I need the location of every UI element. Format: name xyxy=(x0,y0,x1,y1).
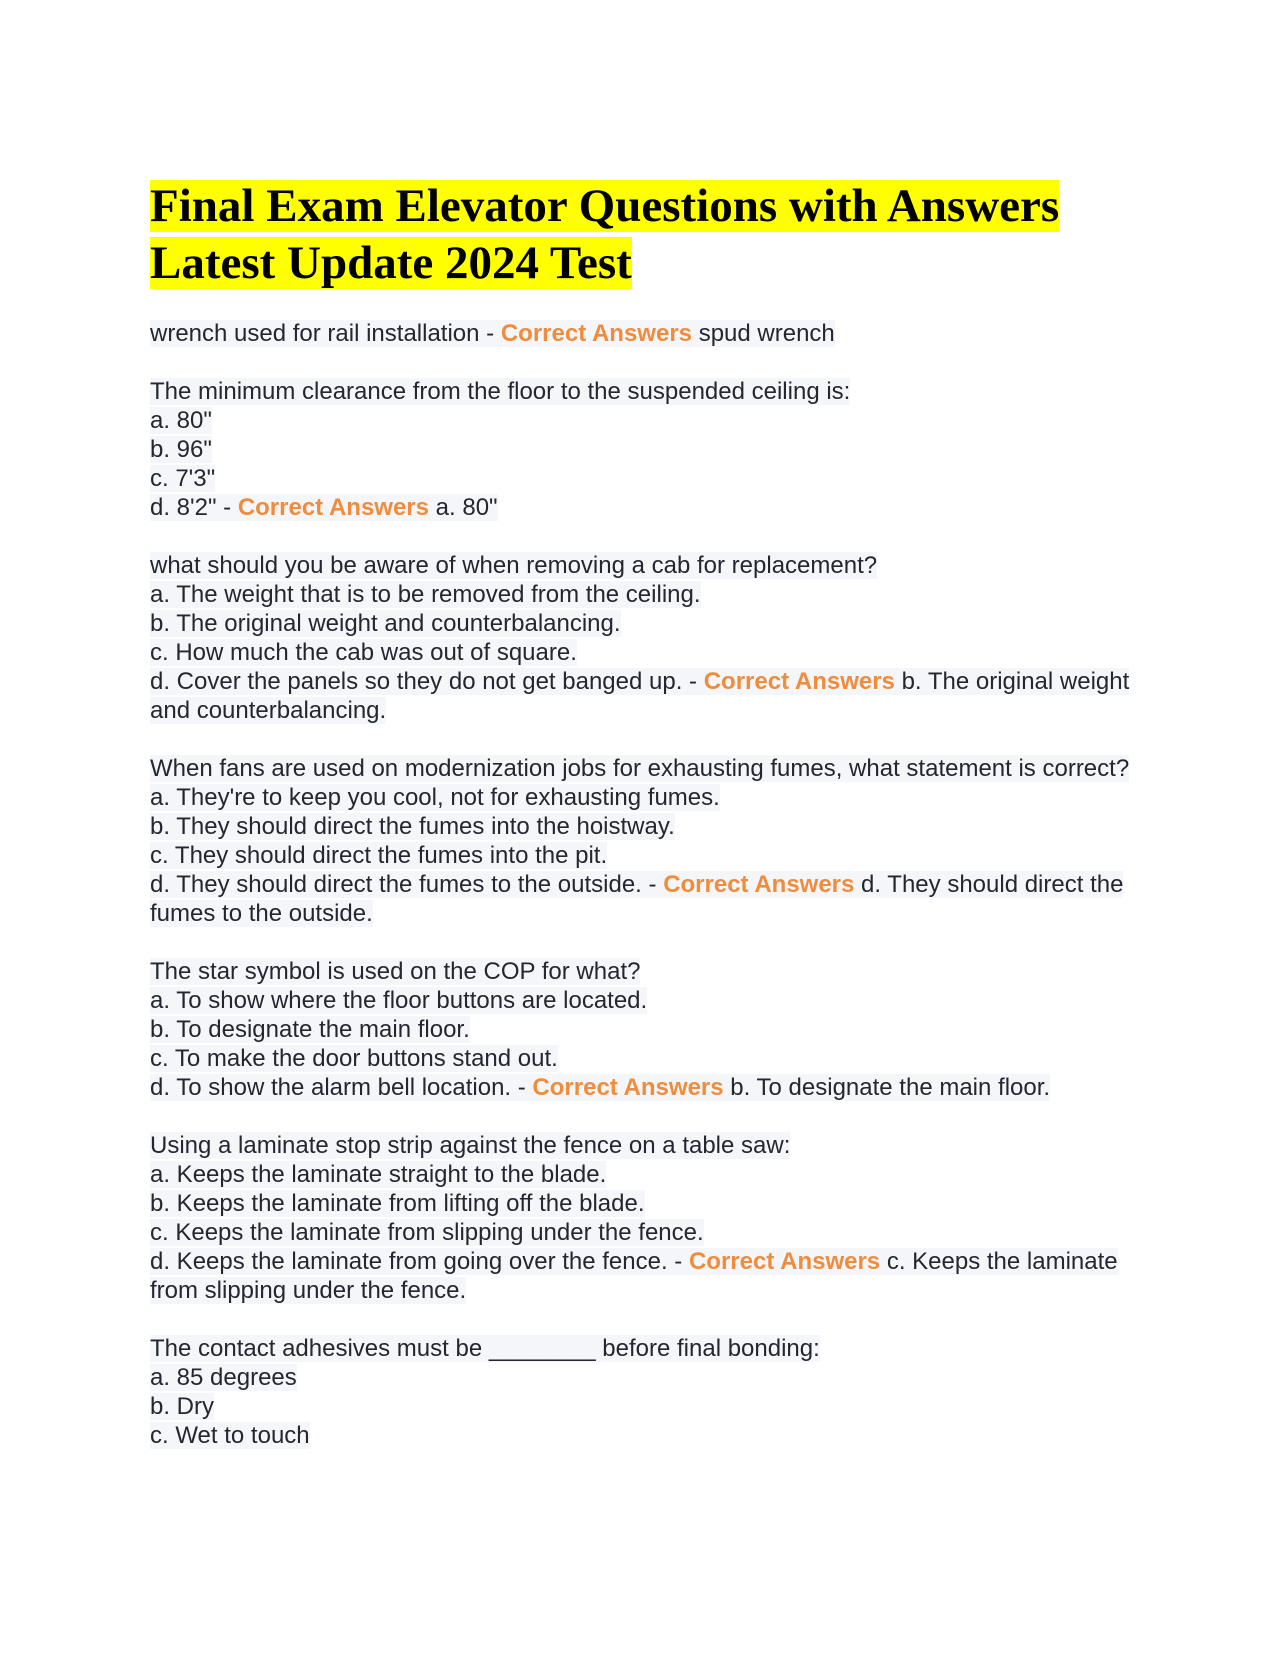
last-option-text: d. They should direct the fumes to the outside. - xyxy=(150,871,664,898)
spacer xyxy=(692,320,699,347)
answer-option xyxy=(150,1160,1140,1189)
line-text: b. Keeps the laminate from lifting off the blade. xyxy=(150,1190,645,1217)
spacer xyxy=(880,1248,887,1275)
answer-option xyxy=(150,609,1140,638)
correct-answer-text: d. They should direct the fumes to the outside. xyxy=(150,871,1124,927)
question-block xyxy=(150,377,1140,522)
question-block xyxy=(150,319,1140,348)
line-text: b. They should direct the fumes into the hoistway. xyxy=(150,813,675,840)
answer-option xyxy=(150,783,1140,812)
correct-answers-label: Correct Answers xyxy=(500,320,693,347)
line-text: a. They're to keep you cool, not for exhausting fumes. xyxy=(150,784,720,811)
answer-option xyxy=(150,841,1140,870)
last-option-text: d. 8'2" - xyxy=(150,494,238,521)
line-text: a. 85 degrees xyxy=(150,1364,297,1391)
line-text: b. The original weight and counterbalancing. xyxy=(150,610,621,637)
question-text xyxy=(150,754,1140,783)
answer-option xyxy=(150,1218,1140,1247)
correct-answers-label: Correct Answers xyxy=(688,1248,881,1275)
line-text: a. 80" xyxy=(150,407,212,434)
document-title xyxy=(150,178,1140,292)
answer-option xyxy=(150,1189,1140,1218)
answer-option xyxy=(150,580,1140,609)
correct-answers-label: Correct Answers xyxy=(703,668,895,695)
answer-option xyxy=(150,406,1140,435)
line-text: a. The weight that is to be removed from the ceiling. xyxy=(150,581,701,608)
answer-option xyxy=(150,435,1140,464)
answer-option xyxy=(150,1363,1140,1392)
question-text xyxy=(150,377,1140,406)
line-text: c. Keeps the laminate from slipping under the fence. xyxy=(150,1219,704,1246)
correct-answer-text: b. To designate the main floor. xyxy=(730,1074,1051,1101)
answer-line xyxy=(150,870,1140,928)
question-block xyxy=(150,1334,1140,1450)
question-text xyxy=(150,551,1140,580)
answer-line xyxy=(150,493,1140,522)
answer-option xyxy=(150,464,1140,493)
last-option-text: d. Keeps the laminate from going over the fence. - xyxy=(150,1248,689,1275)
answer-option xyxy=(150,986,1140,1015)
title-line-2: Latest Update 2024 Test xyxy=(150,237,632,289)
line-text: Using a laminate stop strip against the fence on a table saw: xyxy=(150,1132,791,1159)
correct-answer-text: a. 80" xyxy=(435,494,498,521)
document-page xyxy=(150,178,1140,1479)
line-text: what should you be aware of when removing a cab for replacement? xyxy=(150,552,878,579)
answer-option xyxy=(150,812,1140,841)
line-text: c. Wet to touch xyxy=(150,1422,310,1449)
line-text: c. To make the door buttons stand out. xyxy=(150,1045,558,1072)
question-block xyxy=(150,1131,1140,1305)
correct-answer-text: b. The original weight and counterbalancing. xyxy=(150,668,1130,724)
answer-option xyxy=(150,1015,1140,1044)
spacer xyxy=(429,494,436,521)
answer-line xyxy=(150,667,1140,725)
answer-option xyxy=(150,1421,1140,1450)
correct-answer-text: c. Keeps the laminate from slipping under the fence. xyxy=(150,1248,1118,1304)
line-text: b. To designate the main floor. xyxy=(150,1016,470,1043)
line-text: c. How much the cab was out of square. xyxy=(150,639,577,666)
line-text: b. 96" xyxy=(150,436,212,463)
line-text: c. 7'3" xyxy=(150,465,216,492)
line-text: b. Dry xyxy=(150,1393,215,1420)
line-text: c. They should direct the fumes into the pit. xyxy=(150,842,608,869)
question-block xyxy=(150,551,1140,725)
line-text: a. Keeps the laminate straight to the blade. xyxy=(150,1161,607,1188)
question-text xyxy=(150,957,1140,986)
line-text: a. To show where the floor buttons are located. xyxy=(150,987,648,1014)
last-option-text: wrench used for rail installation - xyxy=(150,320,501,347)
question-block xyxy=(150,754,1140,928)
title-line-1: Final Exam Elevator Questions with Answers xyxy=(150,180,1060,232)
correct-answers-label: Correct Answers xyxy=(532,1074,724,1101)
answer-line xyxy=(150,1247,1140,1305)
last-option-text: d. Cover the panels so they do not get banged up. - xyxy=(150,668,704,695)
answer-option xyxy=(150,638,1140,667)
question-text xyxy=(150,1131,1140,1160)
answer-line xyxy=(150,1073,1140,1102)
answer-line xyxy=(150,319,1140,348)
correct-answer-text: spud wrench xyxy=(698,320,835,347)
correct-answers-label: Correct Answers xyxy=(237,494,429,521)
question-list xyxy=(150,319,1140,1450)
question-text xyxy=(150,1334,1140,1363)
answer-option xyxy=(150,1044,1140,1073)
line-text: When fans are used on modernization jobs for exhausting fumes, what statement is correct? xyxy=(150,755,1130,782)
line-text: The star symbol is used on the COP for what? xyxy=(150,958,641,985)
line-text: The contact adhesives must be ________ before final bonding: xyxy=(150,1335,820,1362)
spacer xyxy=(895,668,902,695)
answer-option xyxy=(150,1392,1140,1421)
correct-answers-label: Correct Answers xyxy=(663,871,855,898)
line-text: The minimum clearance from the floor to the suspended ceiling is: xyxy=(150,378,851,405)
question-block xyxy=(150,957,1140,1102)
last-option-text: d. To show the alarm bell location. - xyxy=(150,1074,533,1101)
